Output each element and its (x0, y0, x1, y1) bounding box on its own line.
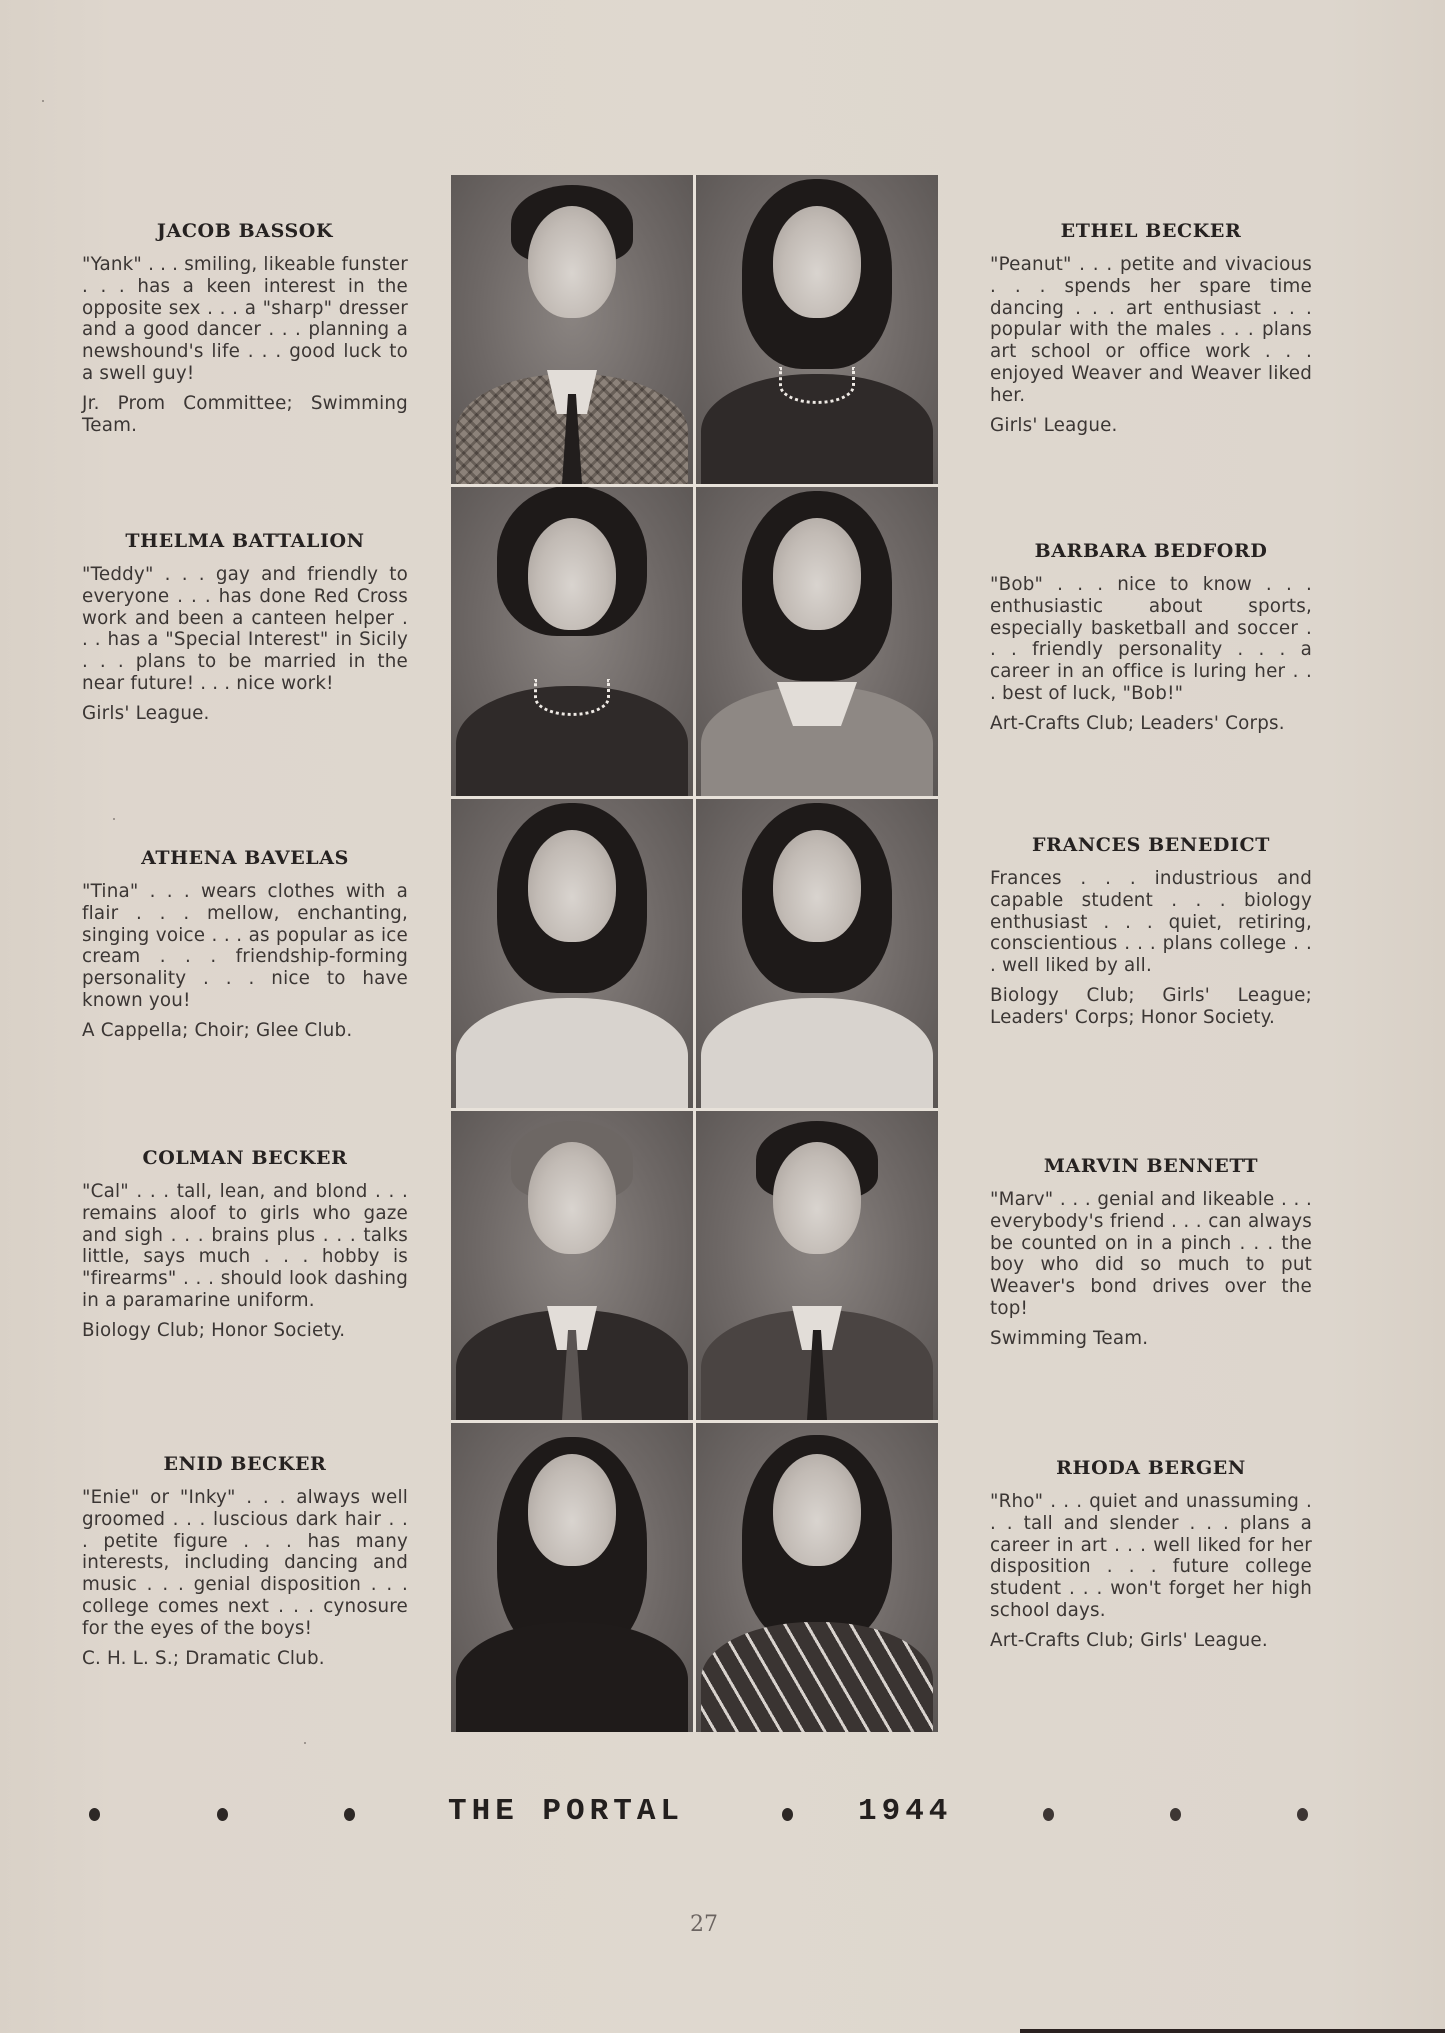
senior-activities: Girls' League. (82, 702, 210, 724)
portrait-photo-thelma-battalion (451, 487, 693, 796)
portrait-photo-colman-becker (451, 1111, 693, 1420)
senior-entry-thelma-battalion (82, 530, 408, 725)
senior-name: ATHENA BAVELAS (141, 847, 349, 869)
senior-activities: Girls' League. (990, 414, 1118, 436)
pearl-necklace-shape (534, 679, 610, 716)
senior-name: RHODA BERGEN (1056, 1457, 1246, 1479)
senior-entry-colman-becker (82, 1147, 408, 1342)
senior-bio: "Tina" . . . wears clothes with a flair . . . mellow, enchanting, singing voice . . . as popular as ice cream . . . friendship-forming personality . . . nice to have known you! (82, 881, 408, 1011)
face-shape (528, 1454, 616, 1566)
face-shape (773, 518, 861, 630)
senior-bio: "Rho" . . . quiet and unassuming . . . tall and slender . . . plans a career in art . . . well liked for her disposition . . . future college student . . . won't forget her high school days. (990, 1491, 1312, 1621)
publication-title: THE PORTAL (448, 1794, 685, 1829)
senior-bio: "Yank" . . . smiling, likeable funster . . . has a keen interest in the opposite sex . . . a "sharp" dresser and a good dancer . . . planning a newshound's life . . . good luck to a swell guy! (82, 254, 408, 384)
senior-entry-marvin-bennett (990, 1155, 1312, 1350)
senior-name: THELMA BATTALION (125, 530, 365, 552)
face-shape (528, 1142, 616, 1254)
bullet-dot-icon (217, 1808, 228, 1821)
senior-name: BARBARA BEDFORD (1034, 540, 1268, 562)
portrait-photo-ethel-becker (696, 175, 938, 484)
senior-entry-athena-bavelas (82, 847, 408, 1042)
page-footer (0, 1790, 1445, 1840)
senior-activities: Biology Club; Honor Society. (82, 1319, 346, 1341)
senior-bio: "Enie" or "Inky" . . . always well groomed . . . luscious dark hair . . . petite figure . . . has many interests, including dancing and music . . . genial disposition . . . college comes next . . . cynosure for the eyes of the boys! (82, 1487, 408, 1639)
senior-activities: C. H. L. S.; Dramatic Club. (82, 1647, 325, 1669)
senior-entry-jacob-bassok (82, 220, 408, 436)
senior-name: COLMAN BECKER (142, 1147, 348, 1169)
face-shape (773, 830, 861, 942)
senior-entry-ethel-becker (990, 220, 1312, 436)
publication-year: 1944 (858, 1794, 953, 1829)
senior-name: FRANCES BENEDICT (1032, 834, 1270, 856)
blouse-shape (456, 998, 688, 1108)
portrait-photo-rhoda-bergen (696, 1423, 938, 1732)
senior-bio: "Marv" . . . genial and likeable . . . everybody's friend . . . can always be counted on in a pinch . . . the boy who did so much to put Weaver's bond drives over the top! (990, 1189, 1312, 1319)
portrait-photo-barbara-bedford (696, 487, 938, 796)
senior-entry-frances-benedict (990, 834, 1312, 1029)
face-shape (773, 206, 861, 318)
senior-entry-rhoda-bergen (990, 1457, 1312, 1652)
senior-name: ENID BECKER (163, 1453, 327, 1475)
senior-activities: Biology Club; Girls' League; Leaders' Corps; Honor Society. (990, 984, 1312, 1028)
page-number: 27 (690, 1912, 718, 1937)
portrait-photo-frances-benedict (696, 799, 938, 1108)
bullet-dot-icon (1043, 1808, 1054, 1821)
bullet-dot-icon (1170, 1808, 1181, 1821)
senior-activities: Art-Crafts Club; Girls' League. (990, 1629, 1268, 1651)
dress-shape (456, 1622, 688, 1732)
senior-bio: "Peanut" . . . petite and vivacious . . . spends her spare time dancing . . . art enthusiast . . . popular with the males . . . plans art school or office work . . . enjoyed Weaver and Weaver liked her. (990, 254, 1312, 406)
senior-activities: Swimming Team. (990, 1327, 1149, 1349)
senior-name: JACOB BASSOK (156, 220, 334, 242)
patterned-top-shape (701, 1622, 933, 1732)
senior-bio: "Cal" . . . tall, lean, and blond . . . remains aloof to girls who gaze and sigh . . . brains plus . . . talks little, says much . . . hobby is "firearms" . . . should look dashing in a paramarine uniform. (82, 1181, 408, 1311)
bullet-dot-icon (344, 1808, 355, 1821)
face-shape (528, 830, 616, 942)
portrait-photo-jacob-bassok (451, 175, 693, 484)
senior-activities: Art-Crafts Club; Leaders' Corps. (990, 712, 1285, 734)
paper-speck (42, 100, 44, 102)
senior-bio: "Bob" . . . nice to know . . . enthusiastic about sports, especially basketball and soccer . . . friendly personality . . . a career in an office is luring her . . . best of luck, "Bob!" (990, 574, 1312, 704)
face-shape (773, 1142, 861, 1254)
paper-speck (304, 1742, 306, 1744)
portrait-grid (451, 175, 938, 1732)
senior-name: ETHEL BECKER (1060, 220, 1242, 242)
face-shape (528, 518, 616, 630)
blouse-shape (701, 998, 933, 1108)
senior-entry-enid-becker (82, 1453, 408, 1669)
senior-activities: A Cappella; Choir; Glee Club. (82, 1019, 353, 1041)
scan-border-edge (1020, 2029, 1445, 2033)
senior-entry-barbara-bedford (990, 540, 1312, 735)
senior-activities: Jr. Prom Committee; Swimming Team. (82, 392, 408, 436)
paper-speck (113, 818, 115, 820)
portrait-photo-enid-becker (451, 1423, 693, 1732)
face-shape (773, 1454, 861, 1566)
portrait-photo-athena-bavelas (451, 799, 693, 1108)
pearl-necklace-shape (779, 367, 855, 404)
senior-bio: Frances . . . industrious and capable student . . . biology enthusiast . . . quiet, retiring, conscientious . . . plans college . . . well liked by all. (990, 868, 1312, 977)
face-shape (528, 206, 616, 318)
senior-name: MARVIN BENNETT (1043, 1155, 1259, 1177)
bullet-dot-icon (782, 1808, 793, 1821)
senior-bio: "Teddy" . . . gay and friendly to everyone . . . has done Red Cross work and been a canteen helper . . . has a "Special Interest" in Sicily . . . plans to be married in the near future! . . . nice work! (82, 564, 408, 694)
bullet-dot-icon (1297, 1808, 1308, 1821)
portrait-photo-marvin-bennett (696, 1111, 938, 1420)
bullet-dot-icon (89, 1808, 100, 1821)
